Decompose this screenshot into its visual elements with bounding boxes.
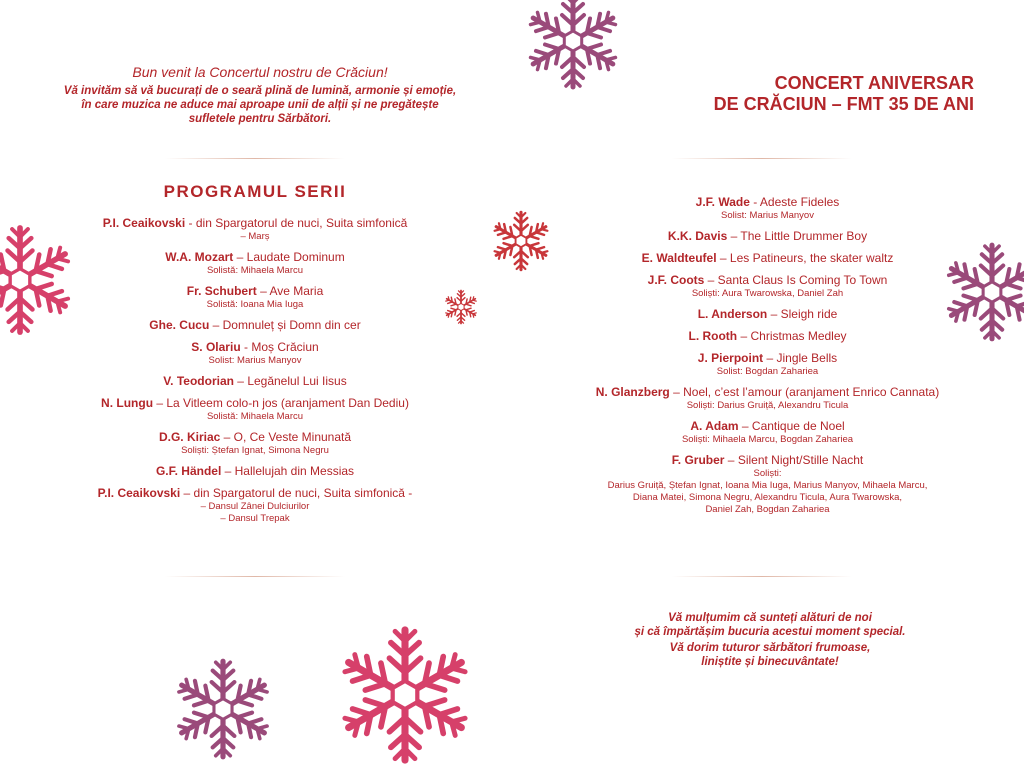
soloist-line: Solistă: Mihaela Marcu <box>206 411 304 422</box>
work-title: Sleigh ride <box>780 307 838 321</box>
composer-name: J.F. Wade <box>695 195 750 209</box>
composer-name: D.G. Kiriac <box>158 430 221 444</box>
separator: – <box>669 385 684 399</box>
program-item <box>530 385 1005 412</box>
composer-name: Fr. Schubert <box>186 284 257 298</box>
program-line <box>20 216 490 231</box>
soloist-line: Soliști: Aura Twarowska, Daniel Zah <box>691 288 844 299</box>
composer-name: N. Glanzberg <box>595 385 670 399</box>
work-title: La Vitleem colo-n jos (aranjament Dan Dediu) <box>166 396 409 410</box>
program-item <box>530 273 1005 300</box>
separator: – <box>256 284 270 298</box>
separator: – <box>153 396 167 410</box>
composer-name: W.A. Mozart <box>165 250 234 264</box>
work-title: Jingle Bells <box>776 351 838 365</box>
main-title-line: DE CRĂCIUN – FMT 35 DE ANI <box>713 94 974 114</box>
work-title: Legănelul Lui Iisus <box>247 374 347 388</box>
composer-name: K.K. Davis <box>667 229 728 243</box>
program-item <box>530 195 1005 222</box>
thanks-line: Vă mulțumim că sunteți alături de noi <box>668 612 872 624</box>
work-title: O, Ce Veste Minunată <box>233 430 352 444</box>
program-line <box>20 318 490 333</box>
soloist-line: Solistă: Ioana Mia Iuga <box>206 299 304 310</box>
program-item <box>20 340 490 367</box>
work-title: Hallelujah din Messias <box>234 464 355 478</box>
welcome-line: în care muzica ne aduce mai aproape unii de alții și ne pregătește <box>81 99 439 111</box>
soloist-line: – Marș <box>240 231 270 242</box>
composer-name: A. Adam <box>690 419 739 433</box>
composer-name: E. Waldteufel <box>641 251 717 265</box>
main-title <box>554 73 974 115</box>
separator: – <box>209 318 223 332</box>
program-item <box>20 486 490 525</box>
separator: – <box>221 464 235 478</box>
snowflake-icon <box>330 620 480 770</box>
soloist-line: Solist: Bogdan Zahariea <box>716 366 819 377</box>
main-title-line: CONCERT ANIVERSAR <box>774 73 974 93</box>
composer-name: J.F. Coots <box>647 273 705 287</box>
soloist-line: Solist: Marius Manyov <box>208 355 302 366</box>
work-title: din Spargatorul de nuci, Suita simfonică - <box>193 486 413 500</box>
composer-name: S. Olariu <box>191 340 241 354</box>
separator: – <box>763 351 777 365</box>
program-item <box>20 374 490 389</box>
divider <box>672 576 852 577</box>
work-title: The Little Drummer Boy <box>740 229 868 243</box>
snowflake-icon <box>168 654 278 764</box>
work-title: Domnuleț și Domn din cer <box>222 318 361 332</box>
work-title: Santa Claus Is Coming To Town <box>717 273 888 287</box>
separator: – <box>724 453 738 467</box>
composer-name: P.I. Ceaikovski <box>97 486 181 500</box>
program-line <box>20 430 490 445</box>
separator: – <box>727 229 741 243</box>
divider <box>165 158 345 159</box>
program-line <box>530 251 1005 266</box>
program-item <box>20 216 490 243</box>
composer-name: N. Lungu <box>101 396 154 410</box>
separator: – <box>704 273 718 287</box>
program-line <box>530 229 1005 244</box>
welcome-line: Vă invităm să vă bucurați de o seară plină de lumină, armonie și emoție, <box>63 85 457 97</box>
left-program-list <box>20 216 490 525</box>
program-item <box>530 251 1005 266</box>
work-title: Adeste Fideles <box>759 195 840 209</box>
program-line <box>530 273 1005 288</box>
program-line <box>530 329 1005 344</box>
program-line <box>20 374 490 389</box>
composer-name: F. Gruber <box>671 453 725 467</box>
program-item <box>530 351 1005 378</box>
work-title: Ave Maria <box>269 284 324 298</box>
right-program-list <box>530 195 1005 516</box>
welcome-text <box>40 84 480 126</box>
program-item <box>530 453 1005 516</box>
program-line <box>20 486 490 501</box>
work-title: Les Patineurs, the skater waltz <box>729 251 894 265</box>
separator: - <box>240 340 252 354</box>
thanks-line: Vă dorim tuturor sărbători frumoase, <box>669 642 871 654</box>
program-line <box>20 284 490 299</box>
program-line <box>530 195 1005 210</box>
program-line <box>530 453 1005 468</box>
program-item <box>530 229 1005 244</box>
soloist-line: Daniel Zah, Bogdan Zahariea <box>705 504 830 515</box>
program-line <box>20 250 490 265</box>
program-line <box>20 464 490 479</box>
program-item <box>20 250 490 277</box>
composer-name: P.I. Ceaikovski <box>102 216 186 230</box>
divider <box>672 158 852 159</box>
soloist-line: Darius Gruiță, Ștefan Ignat, Ioana Mia Iuga, Marius Manyov, Mihaela Marcu, <box>607 480 928 491</box>
soloist-line: Soliști: Mihaela Marcu, Bogdan Zahariea <box>681 434 854 445</box>
program-item <box>20 430 490 457</box>
separator: - <box>185 216 196 230</box>
separator: - <box>749 195 760 209</box>
composer-name: L. Rooth <box>688 329 738 343</box>
program-title: PROGRAMUL SERII <box>163 182 347 201</box>
separator: – <box>180 486 194 500</box>
separator: – <box>738 419 752 433</box>
program-line <box>530 351 1005 366</box>
thanks-line: liniștite și binecuvântate! <box>701 656 839 668</box>
work-title: din Spargatorul de nuci, Suita simfonică <box>195 216 408 230</box>
separator: – <box>737 329 751 343</box>
program-item <box>530 419 1005 446</box>
program-item <box>20 284 490 311</box>
divider <box>165 576 345 577</box>
welcome-title: Bun venit la Concertul nostru de Crăciun! <box>132 64 388 80</box>
program-item <box>20 396 490 423</box>
composer-name: V. Teodorian <box>163 374 234 388</box>
welcome-block <box>40 64 480 126</box>
separator: – <box>220 430 234 444</box>
program-line <box>530 385 1005 400</box>
program-line <box>20 396 490 411</box>
work-title: Moș Crăciun <box>251 340 319 354</box>
work-title: Noel, c’est l’amour (aranjament Enrico Cannata) <box>683 385 940 399</box>
work-title: Laudate Dominum <box>246 250 345 264</box>
program-item <box>530 329 1005 344</box>
soloist-line: Soliști: Darius Gruiță, Alexandru Ticula <box>686 400 849 411</box>
soloist-line: Diana Matei, Simona Negru, Alexandru Ticula, Aura Twarowska, <box>632 492 903 503</box>
separator: – <box>767 307 781 321</box>
soloist-line: – Dansul Trepak <box>220 513 290 524</box>
program-item <box>20 318 490 333</box>
program-line <box>530 307 1005 322</box>
welcome-line: sufletele pentru Sărbători. <box>188 113 332 125</box>
soloist-line: Solist: Marius Manyov <box>721 210 814 221</box>
composer-name: Ghe. Cucu <box>149 318 210 332</box>
work-title: Cantique de Noel <box>751 419 845 433</box>
composer-name: L. Anderson <box>697 307 768 321</box>
composer-name: J. Pierpoint <box>697 351 764 365</box>
program-item <box>530 307 1005 322</box>
program-line <box>530 419 1005 434</box>
thanks-block <box>560 611 980 669</box>
program-line <box>20 340 490 355</box>
work-title: Christmas Medley <box>750 329 847 343</box>
separator: – <box>716 251 730 265</box>
soloist-line: Solistă: Mihaela Marcu <box>206 265 304 276</box>
soloist-line: Soliști: <box>753 468 782 479</box>
separator: – <box>233 374 248 388</box>
soloist-line: Soliști: Ștefan Ignat, Simona Negru <box>181 445 329 456</box>
soloist-line: – Dansul Zânei Dulciurilor <box>200 501 310 512</box>
program-item <box>20 464 490 479</box>
work-title: Silent Night/Stille Nacht <box>737 453 864 467</box>
thanks-line: și că împărtășim bucuria acestui moment special. <box>634 626 906 638</box>
separator: – <box>233 250 247 264</box>
composer-name: G.F. Händel <box>155 464 222 478</box>
